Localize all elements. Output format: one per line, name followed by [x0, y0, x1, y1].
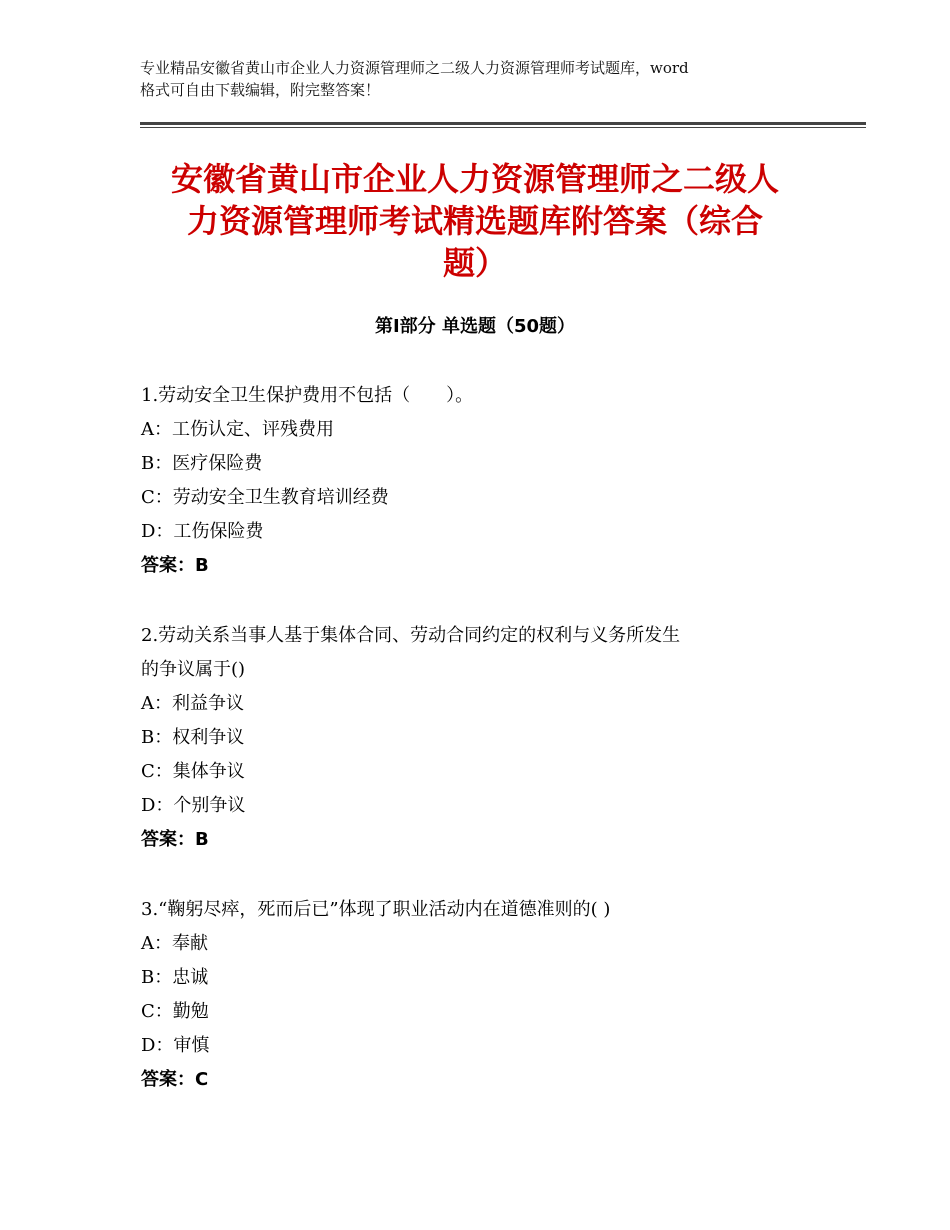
option-d: D：审慎 — [141, 1035, 210, 1056]
header-divider-thick — [140, 122, 866, 125]
option-b: B：忠诚 — [141, 967, 209, 988]
answer-text: 答案：C — [141, 1069, 209, 1090]
option-b: B：权利争议 — [141, 727, 245, 748]
question-stem: 2.劳动关系当事人基于集体合同、劳动合同约定的权利与义务所发生 — [141, 625, 681, 646]
option-a: A：利益争议 — [141, 693, 244, 714]
option-d: D：工伤保险费 — [141, 521, 264, 542]
option-c: C：劳动安全卫生教育培训经费 — [141, 487, 389, 508]
option-c: C：勤勉 — [141, 1001, 209, 1022]
document-title-line: 力资源管理师考试精选题库附答案（综合 — [186, 202, 763, 240]
question-stem: 3.“鞠躬尽瘁，死而后已”体现了职业活动内在道德准则的( ) — [141, 899, 611, 920]
option-a: A：奉献 — [141, 933, 208, 954]
header-note-line: 格式可自由下载编辑，附完整答案！ — [140, 81, 381, 99]
document-title-line: 安徽省黄山市企业人力资源管理师之二级人 — [170, 160, 779, 198]
question-block — [141, 619, 821, 857]
question-stem-continued: 的争议属于() — [141, 659, 246, 680]
header-note-line: 专业精品安徽省黄山市企业人力资源管理师之二级人力资源管理师考试题库，word — [140, 59, 689, 77]
header-divider-thin — [140, 127, 866, 128]
option-d: D：个别争议 — [141, 795, 246, 816]
question-stem: 1.劳动安全卫生保护费用不包括（ ）。 — [141, 385, 474, 406]
document-title — [120, 158, 830, 284]
option-c: C：集体争议 — [141, 761, 245, 782]
question-block — [141, 893, 821, 1097]
option-b: B：医疗保险费 — [141, 453, 263, 474]
question-block — [141, 379, 821, 583]
document-title-line: 题） — [442, 244, 507, 282]
answer-text: 答案：B — [141, 555, 209, 576]
option-a: A：工伤认定、评残费用 — [141, 419, 334, 440]
header-note — [140, 57, 830, 101]
answer-text: 答案：B — [141, 829, 209, 850]
section-title: 第Ⅰ部分 单选题（50题） — [374, 316, 575, 337]
